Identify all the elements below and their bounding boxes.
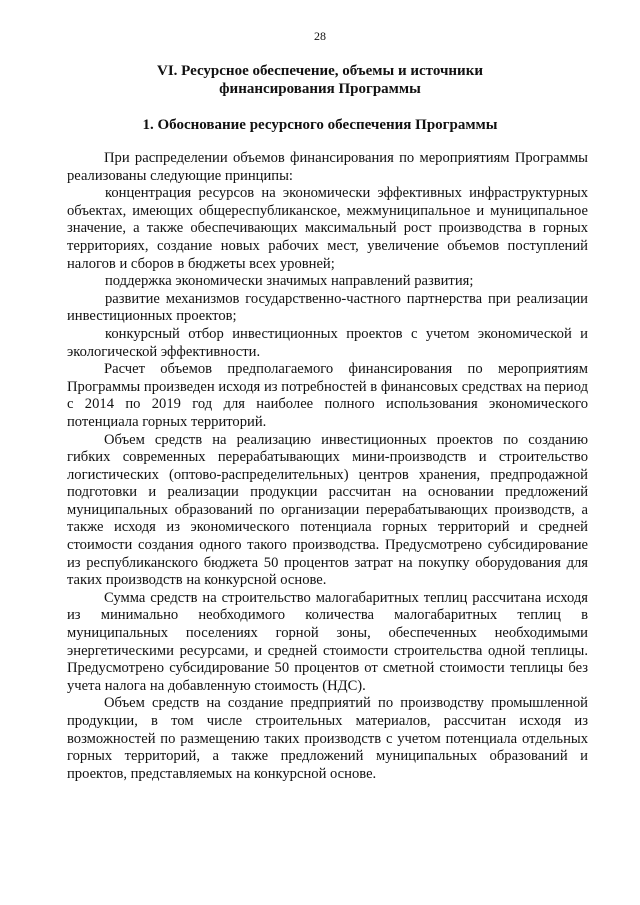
paragraph-intro: При распределении объемов финансирования по мероприятиям Программы реализованы следующие принципы: xyxy=(67,150,588,184)
principle-ppp: развитие механизмов государственно-частного партнерства при реализации инвестиционных проектов; xyxy=(67,290,588,325)
page-number: 28 xyxy=(314,29,326,43)
body-text xyxy=(67,150,588,783)
paragraph-investment-projects: Объем средств на реализацию инвестиционных проектов по созданию гибких современных перерабатывающих мини-производств и строительство логистических (оптово-распределительных) центров хранения, предпродажной подготовки и реализации продукции рассчитан на основании предложений муниципальных образований по организации перерабатывающих производств, а также исходя из экономического потенциала горных территорий и средней стоимости создания одного такого производства. Предусмотрено субсидирование из республиканского бюджета 50 процентов затрат на покупку оборудования для таких производств на конкурсной основе. xyxy=(67,431,588,589)
principle-concentration: концентрация ресурсов на экономически эффективных инфраструктурных объектах, имеющих общереспубликанское, межмуниципальное и муниципальное значение, а также обеспечивающих максимальный рост производства в горных территориях, создание новых рабочих мест, увеличение объемов поступлений налогов и сборов в бюджеты всех уровней; xyxy=(67,185,588,272)
principle-support: поддержка экономически значимых направлений развития; xyxy=(105,273,474,290)
section-title: VI. Ресурсное обеспечение, объемы и источники финансирования Программы xyxy=(157,63,483,97)
subsection-title: 1. Обоснование ресурсного обеспечения Программы xyxy=(142,117,498,133)
paragraph-greenhouses: Сумма средств на строительство малогабаритных теплиц рассчитана исходя из минимально необходимого количества малогабаритных теплиц в муниципальных поселениях горной зоны, обеспеченных необходимыми энергетическими ресурсами, и средней стоимости строительства одной теплицы. Предусмотрено субсидирование 50 процентов от сметной стоимости теплицы без учета налога на добавленную стоимость (НДС). xyxy=(67,589,588,694)
principle-selection: конкурсный отбор инвестиционных проектов с учетом экономической и экологической эффективности. xyxy=(67,325,588,360)
paragraph-enterprises: Объем средств на создание предприятий по производству промышленной продукции, в том числе строительных материалов, рассчитан исходя из возможностей по размещению таких производств с учетом потенциала отдельных горных территорий, а также предложений муниципальных образований и проектов, представляемых на конкурсной основе. xyxy=(67,695,588,782)
paragraph-calculation: Расчет объемов предполагаемого финансирования по мероприятиям Программы произведен исходя из потребностей в финансовых средствах на период с 2014 по 2019 год для наиболее полного использования экономического потенциала горных территорий. xyxy=(67,361,588,430)
